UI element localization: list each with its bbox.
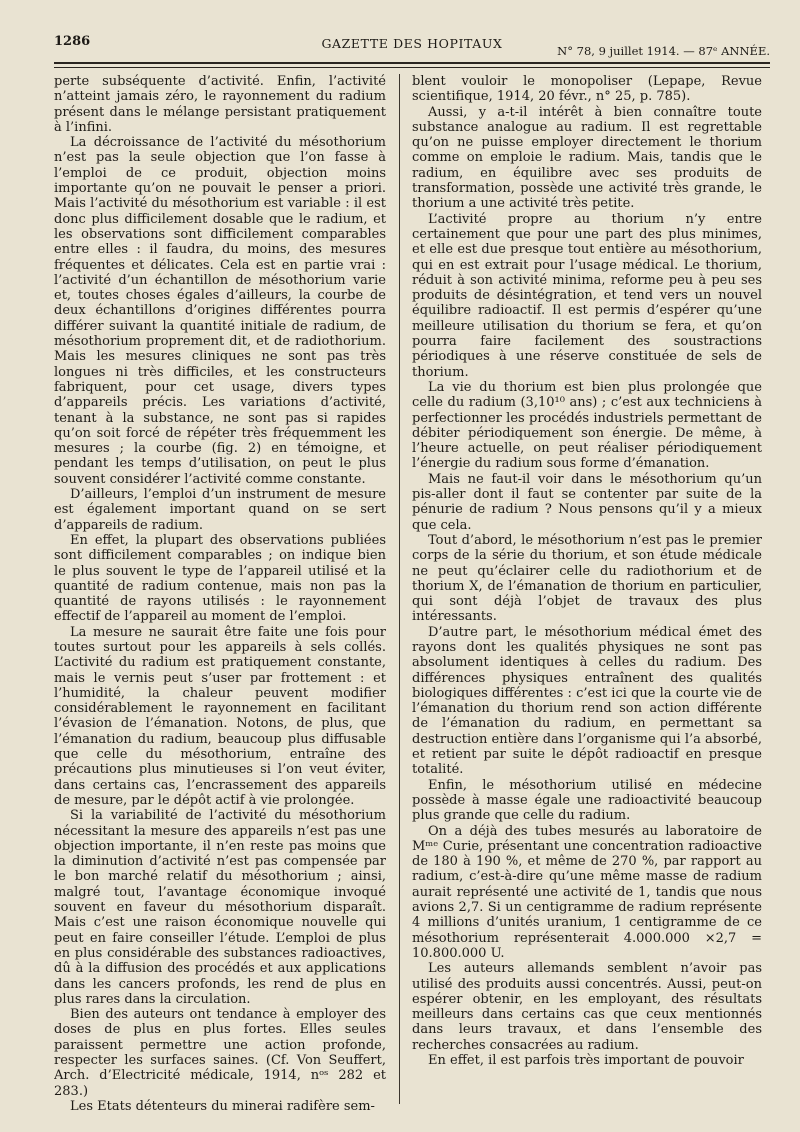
paragraph: Enfin, le mésothorium utilisé en médecine possède à masse égale une radioactivité beaucoup plus grande que celle du radium. xyxy=(412,777,762,824)
paragraph: D’ailleurs, l’emploi d’un instrument de mesure est également important quand on se sert d’appareils de radium. xyxy=(54,487,386,533)
paragraph: perte subséquente d’activité. Enfin, l’activité n’atteint jamais zéro, le rayonnement du radium présent dans le mélange persistant pratiquement à l’infini. xyxy=(54,74,386,135)
paragraph: La vie du thorium est bien plus prolongée que celle du radium (3,10¹⁰ ans) ; c’est aux techniciens à perfectionner les procédés industriels permettant de débiter périodiquement son énergie. De même, à l’heure actuelle, on peut réaliser périodiquement l’énergie du radium sous forme d’émanation. xyxy=(412,379,762,472)
paragraph: La décroissance de l’activité du mésothorium n’est pas la seule objection que l’on fasse à l’emploi de ce produit, objection moins importante qu’on ne pouvait le penser a priori. Mais l’activité du mésothorium est variable : il est donc plus difficilement dosable que le radium, et les observations sont difficilement comparables entre elles : il faudra, du moins, des mesures fréquentes et délicates. Cela est en partie vrai : l’activité d’un échantillon de mésothorium varie et, toutes choses égales d’ailleurs, la courbe de deux échantillons d’origines différentes pourra différer suivant la quantité initiale de radium, de mésothorium proprement dit, et de radiothorium. Mais les mesures cliniques ne sont pas très longues ni très difficiles, et les constructeurs fabriquent, pour cet usage, divers types d’appareils précis. Les variations d’activité, tenant à la substance, ne sont pas si rapides qu’on soit forcé de répéter très fréquemment les mesures ; la courbe (fig. 2) en témoigne, et pendant les temps d’utilisation, on peut le plus souvent considérer l’activité comme constante. xyxy=(54,135,386,487)
paragraph: En effet, la plupart des observations publiées sont difficilement comparables ; on indique bien le plus souvent le type de l’appareil utilisé et la quantité de radium contenue, mais non pas la quantité de rayons utilisés : le rayonnement effectif de l’appareil au moment de l’emploi. xyxy=(54,532,386,625)
paragraph: Tout d’abord, le mésothorium n’est pas le premier corps de la série du thorium, et son étude médicale ne peut qu’éclairer celle du radiothorium et de thorium X, de l’émanation de thorium en particulier, qui sont déjà l’objet de travaux des plus intéressants. xyxy=(412,532,762,625)
paragraph: L’activité propre au thorium n’y entre certainement que pour une part des plus minimes, et elle est due presque tout entière au mésothorium, qui en est extrait pour l’usage médical. Le thorium, réduit à son activité minima, reforme peu à peu ses produits de désintégration, et tend vers un nouvel équilibre radioactif. Il est permis d’espérer qu’une meilleure utilisation du thorium se fera, et qu’on pourra faire facilement des soustractions périodiques à une réserve constituée de sels de thorium. xyxy=(412,211,762,380)
header-rule xyxy=(54,62,770,64)
column-divider xyxy=(399,74,400,1104)
issue-date: N° 78, 9 juillet 1914. — 87ᵉ ANNÉE. xyxy=(557,44,770,58)
header-rule-thin xyxy=(54,67,770,68)
paragraph: Les auteurs allemands semblent n’avoir pas utilisé des produits aussi concentrés. Aussi, peut-on espérer obtenir, en les employant, des résultats meilleurs dans certains cas que ceux mentionnés dans leurs travaux, et dans l’ensemble des recherches consacrées au radium. xyxy=(412,961,762,1053)
paragraph: blent vouloir le monopoliser (Lepape, Revue scientifique, 1914, 20 févr., n° 25, p. 785). xyxy=(412,74,762,105)
paragraph: D’autre part, le mésothorium médical émet des rayons dont les qualités physiques ne sont pas absolument identiques à celles du radium. Des différences physiques entraînent des qualités biologiques différentes : c’est ici que la courte vie de l’émanation du thorium rend son action différente de l’émanation du radium, en permettant sa destruction entière dans l’organisme qui l’a absorbé, et retient par suite le dépôt radioactif en presque totalité. xyxy=(412,624,762,778)
paragraph: Les Etats détenteurs du minerai radifère sem- xyxy=(70,1098,375,1114)
running-header xyxy=(54,34,770,58)
paragraph: Bien des auteurs ont tendance à employer des doses de plus en plus fortes. Elles seules paraissent permettre une action profonde, respecter les surfaces saines. (Cf. Von Seuffert, Arch. d’Electricité médicale, 1914, nᵒˢ 282 et 283.) xyxy=(54,1007,386,1099)
right-column xyxy=(412,74,762,1114)
paragraph: Aussi, y a-t-il intérêt à bien connaître toute substance analogue au radium. Il est regrettable qu’on ne puisse employer directement le thorium comme on emploie le radium. Mais, tandis que le radium, en équilibre avec ses produits de transformation, possède une activité très grande, le thorium a une activité très petite. xyxy=(412,104,762,212)
journal-title: GAZETTE DES HOPITAUX xyxy=(321,36,503,51)
paragraph: La mesure ne saurait être faite une fois pour toutes surtout pour les appareils à sels collés. L’activité du radium est pratiquement constante, mais le vernis peut s’user par frottement : et l’humidité, la chaleur peuvent modifier considérablement le rayonnement en facilitant l’évasion de l’émanation. Notons, de plus, que l’émanation du radium, beaucoup plus diffusable que celle du mésothorium, entraîne des précautions plus minutieuses si l’on veut éviter, dans certains cas, l’encrassement des appareils de mesure, par le dépôt actif à vie prolongée. xyxy=(54,624,386,808)
left-column xyxy=(54,74,386,1114)
page-number: 1286 xyxy=(54,34,91,49)
paragraph: En effet, il est parfois très important de pouvoir xyxy=(428,1053,744,1068)
paragraph: Mais ne faut-il voir dans le mésothorium qu’un pis-aller dont il faut se contenter par suite de la pénurie de radium ? Nous pensons qu’il y a mieux que cela. xyxy=(412,471,762,533)
paragraph: Si la variabilité de l’activité du mésothorium nécessitant la mesure des appareils n’est pas une objection importante, il n’en reste pas moins que la diminution d’activité n’est pas compensée par le bon marché relatif du mésothorium ; ainsi, malgré tout, l’avantage économique invoqué souvent en faveur du mésothorium disparaît. Mais c’est une raison économique nouvelle qui peut en faire conseiller l’étude. L’emploi de plus en plus considérable des substances radioactives, dû à la diffusion des procédés et aux applications dans les cancers profonds, les rend de plus en plus rares dans la circulation. xyxy=(54,808,386,1007)
paragraph: On a déjà des tubes mesurés au laboratoire de Mᵐᵉ Curie, présentant une concentration radioactive de 180 à 190 %, et même de 270 %, par rapport au radium, c’est-à-dire qu’une même masse de radium aurait représenté une activité de 1, tandis que nous avions 2,7. Si un centigramme de radium représente 4 millions d’unités uranium, 1 centigramme de ce mésothorium représenterait 4.000.000 ×2,7 = 10.800.000 U. xyxy=(412,823,762,961)
